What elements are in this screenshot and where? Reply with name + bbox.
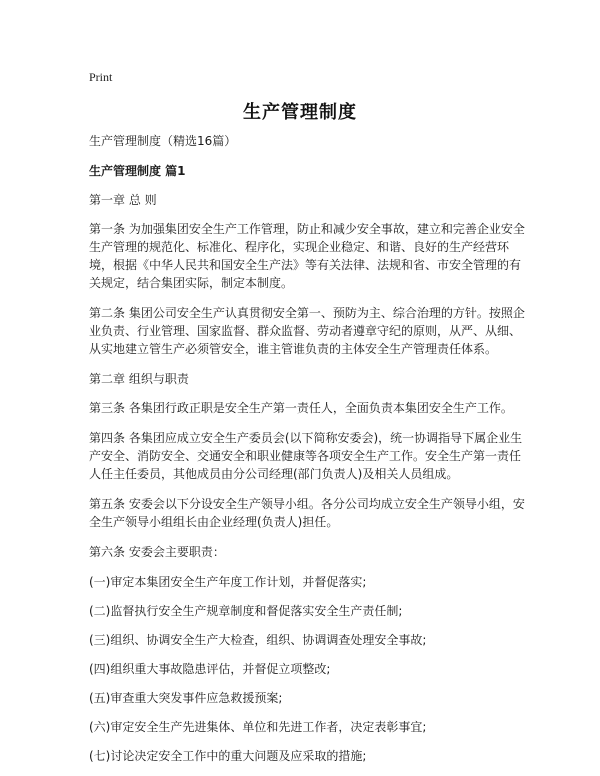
chapter-heading: 第二章 组织与职责 — [89, 372, 189, 386]
article-paragraph: 第一条 为加强集团安全生产工作管理，防止和减少安全事故，建立和完善企业安全生产管理的规范化、标准化、程序化，实现企业稳定、和谐、良好的生产经营环境，根据《中华人民共和国安全生产法》等有关法律、法规和省、市安全管理的有关规定，结合集团实际，制定本制度。 — [89, 222, 525, 290]
list-item: (七)讨论决定安全工作中的重大问题及应采取的措施; — [89, 749, 367, 763]
section-heading: 生产管理制度 篇1 — [89, 164, 186, 178]
chapter-heading: 第一章 总 则 — [89, 193, 157, 207]
article-paragraph: 第三条 各集团行政正职是安全生产第一责任人，全面负责本集团安全生产工作。 — [89, 401, 513, 415]
article-paragraph: 第四条 各集团应成立安全生产委员会(以下简称安委会)，统一协调指导下属企业生产安全、消防安全、交通安全和职业健康等各项安全生产工作。安全生产第一责任人任主任委员，其他成员由分公司经理(部门负责人)及相关人员组成。 — [89, 431, 523, 481]
page-title: 生产管理制度 — [243, 102, 357, 123]
print-label: Print — [89, 70, 113, 84]
list-item: (四)组织重大事故隐患评估，并督促立项整改; — [89, 662, 331, 676]
list-item: (六)审定安全生产先进集体、单位和先进工作者，决定表彰事宜; — [89, 720, 427, 734]
article-paragraph: 第二条 集团公司安全生产认真贯彻安全第一、预防为主、综合治理的方针。按照企业负责、行业管理、国家监督、群众监督、劳动者遵章守纪的原则，从严、从细、从实地建立管生产必须管安全，谁主管谁负责的主体安全生产管理责任体系。 — [89, 306, 525, 356]
list-item: (三)组织、协调安全生产大检查，组织、协调调查处理安全事故; — [89, 633, 427, 647]
article-paragraph: 第五条 安委会以下分设安全生产领导小组。各分公司均成立安全生产领导小组，安全生产领导小组组长由企业经理(负责人)担任。 — [89, 497, 525, 529]
list-item: (二)监督执行安全生产规章制度和督促落实安全生产责任制; — [89, 604, 403, 618]
list-item: (五)审查重大突发事件应急救援预案; — [89, 691, 283, 705]
subtitle: 生产管理制度（精选16篇） — [89, 134, 237, 148]
document-body — [89, 132, 525, 776]
list-item: (一)审定本集团安全生产年度工作计划，并督促落实; — [89, 575, 367, 589]
article-paragraph: 第六条 安委会主要职责： — [89, 545, 225, 559]
